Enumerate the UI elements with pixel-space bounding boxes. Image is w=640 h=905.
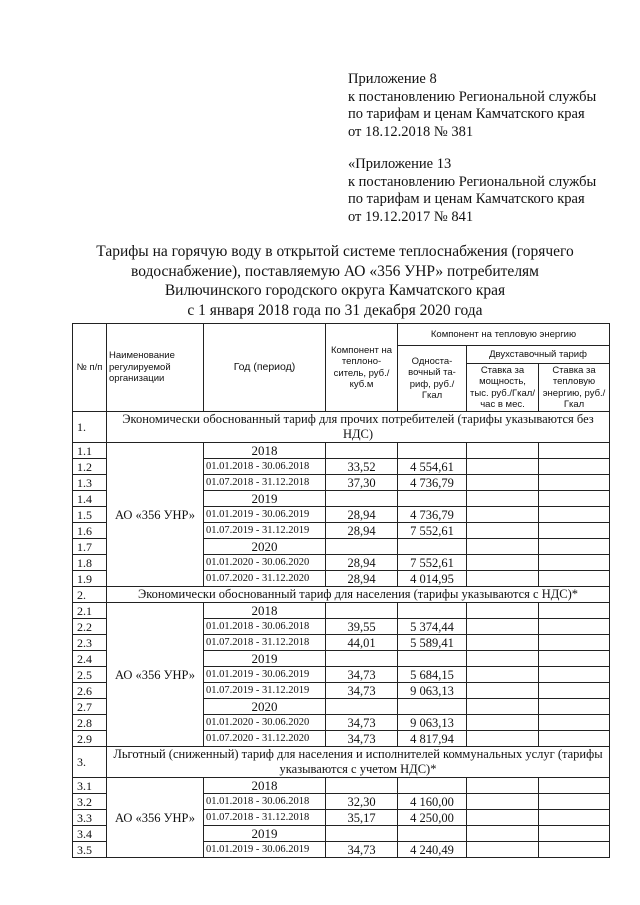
section-title: Экономически обоснованный тариф для населения (тарифы указываются с НДС)*	[107, 587, 610, 603]
water-component-value: 44,01	[326, 635, 398, 651]
empty-cell	[539, 443, 610, 459]
section-row	[73, 587, 610, 603]
tariff-table	[72, 323, 610, 858]
empty-cell	[326, 778, 398, 794]
row-number: 1.4	[73, 491, 107, 507]
period-cell: 01.07.2018 - 31.12.2018	[204, 810, 326, 826]
annex-header-8	[348, 71, 596, 141]
period-cell: 01.01.2020 - 30.06.2020	[204, 715, 326, 731]
energy-rate-value	[539, 619, 610, 635]
empty-cell	[326, 651, 398, 667]
empty-cell	[467, 778, 539, 794]
water-component-value: 34,73	[326, 842, 398, 858]
empty-cell	[539, 491, 610, 507]
empty-cell	[326, 826, 398, 842]
table-row	[73, 443, 610, 459]
empty-cell	[398, 826, 467, 842]
capacity-rate-value	[467, 507, 539, 523]
one-rate-value: 4 736,79	[398, 507, 467, 523]
empty-cell	[398, 539, 467, 555]
empty-cell	[539, 603, 610, 619]
energy-rate-value	[539, 571, 610, 587]
capacity-rate-value	[467, 842, 539, 858]
energy-rate-value	[539, 715, 610, 731]
one-rate-value: 5 589,41	[398, 635, 467, 651]
capacity-rate-value	[467, 523, 539, 539]
header-line: от 19.12.2017 № 841	[348, 208, 474, 225]
header-line: по тарифам и ценам Камчатского края	[348, 106, 585, 122]
year-label: 2018	[204, 443, 326, 459]
empty-cell	[539, 651, 610, 667]
capacity-rate-value	[467, 571, 539, 587]
energy-rate-value	[539, 667, 610, 683]
header-num: № п/п	[73, 324, 107, 412]
empty-cell	[539, 826, 610, 842]
year-label: 2020	[204, 699, 326, 715]
energy-rate-value	[539, 555, 610, 571]
empty-cell	[467, 699, 539, 715]
period-cell: 01.01.2019 - 30.06.2019	[204, 842, 326, 858]
empty-cell	[467, 826, 539, 842]
energy-rate-value	[539, 635, 610, 651]
energy-rate-value	[539, 459, 610, 475]
one-rate-value: 7 552,61	[398, 523, 467, 539]
header-one-rate: Односта-вочный та-риф, руб./Гкал	[398, 346, 467, 412]
row-number: 2.5	[73, 667, 107, 683]
water-component-value: 34,73	[326, 683, 398, 699]
header-water-component: Компонент на теплоно-ситель, руб./куб.м	[326, 324, 398, 412]
energy-rate-value	[539, 507, 610, 523]
one-rate-value: 5 374,44	[398, 619, 467, 635]
empty-cell	[326, 443, 398, 459]
row-number: 2.2	[73, 619, 107, 635]
one-rate-value: 4 817,94	[398, 731, 467, 747]
row-number: 1.8	[73, 555, 107, 571]
header-energy-rate: Ставка за тепловую энергию, руб./Гкал	[539, 364, 610, 412]
row-number: 3.5	[73, 842, 107, 858]
empty-cell	[326, 603, 398, 619]
header-two-rate: Двухставочный тариф	[467, 346, 610, 364]
capacity-rate-value	[467, 619, 539, 635]
section-title: Льготный (сниженный) тариф для населения и исполнителей коммунальных услуг (тарифы указываются с учетом НДС)*	[107, 747, 610, 778]
empty-cell	[467, 491, 539, 507]
empty-cell	[326, 699, 398, 715]
empty-cell	[467, 603, 539, 619]
one-rate-value: 7 552,61	[398, 555, 467, 571]
capacity-rate-value	[467, 683, 539, 699]
capacity-rate-value	[467, 555, 539, 571]
row-number: 1.3	[73, 475, 107, 491]
one-rate-value: 4 554,61	[398, 459, 467, 475]
water-component-value: 34,73	[326, 731, 398, 747]
empty-cell	[467, 651, 539, 667]
section-row	[73, 412, 610, 443]
section-title: Экономически обоснованный тариф для прочих потребителей (тарифы указываются без НДС)	[107, 412, 610, 443]
row-number: 2.7	[73, 699, 107, 715]
period-cell: 01.07.2020 - 31.12.2020	[204, 731, 326, 747]
energy-rate-value	[539, 810, 610, 826]
row-number: 2.1	[73, 603, 107, 619]
section-number: 1.	[73, 412, 107, 443]
header-line: Приложение 8	[348, 71, 437, 87]
period-cell: 01.07.2020 - 31.12.2020	[204, 571, 326, 587]
water-component-value: 39,55	[326, 619, 398, 635]
one-rate-value: 5 684,15	[398, 667, 467, 683]
empty-cell	[326, 539, 398, 555]
capacity-rate-value	[467, 475, 539, 491]
header-line: от 18.12.2018 № 381	[348, 123, 474, 140]
title-line: Вилючинского городского округа Камчатского края	[164, 282, 506, 299]
one-rate-value: 4 250,00	[398, 810, 467, 826]
period-cell: 01.01.2018 - 30.06.2018	[204, 619, 326, 635]
empty-cell	[467, 539, 539, 555]
water-component-value: 32,30	[326, 794, 398, 810]
row-number: 2.6	[73, 683, 107, 699]
row-number: 2.8	[73, 715, 107, 731]
table-row	[73, 603, 610, 619]
capacity-rate-value	[467, 794, 539, 810]
row-number: 1.2	[73, 459, 107, 475]
empty-cell	[398, 603, 467, 619]
capacity-rate-value	[467, 731, 539, 747]
year-label: 2020	[204, 539, 326, 555]
period-cell: 01.01.2019 - 30.06.2019	[204, 667, 326, 683]
year-label: 2018	[204, 603, 326, 619]
energy-rate-value	[539, 731, 610, 747]
year-label: 2019	[204, 826, 326, 842]
year-label: 2019	[204, 651, 326, 667]
row-number: 3.3	[73, 810, 107, 826]
organization-name: АО «356 УНР»	[107, 603, 204, 747]
energy-rate-value	[539, 842, 610, 858]
title-line: водоснабжение), поставляемую АО «356 УНР» потребителям	[131, 262, 539, 280]
section-number: 3.	[73, 747, 107, 778]
capacity-rate-value	[467, 635, 539, 651]
annex-header-13	[348, 156, 596, 226]
row-number: 1.1	[73, 443, 107, 459]
period-cell: 01.01.2019 - 30.06.2019	[204, 507, 326, 523]
section-number: 2.	[73, 587, 107, 603]
empty-cell	[467, 443, 539, 459]
empty-cell	[539, 539, 610, 555]
row-number: 3.1	[73, 778, 107, 794]
empty-cell	[398, 491, 467, 507]
document-title	[70, 242, 600, 320]
header-line: к постановлению Региональной службы	[348, 88, 597, 105]
period-cell: 01.01.2020 - 30.06.2020	[204, 555, 326, 571]
empty-cell	[398, 778, 467, 794]
row-number: 3.2	[73, 794, 107, 810]
one-rate-value: 4 160,00	[398, 794, 467, 810]
water-component-value: 37,30	[326, 475, 398, 491]
row-number: 1.6	[73, 523, 107, 539]
header-thermal-component: Компонент на тепловую энергию	[398, 324, 610, 346]
empty-cell	[539, 699, 610, 715]
period-cell: 01.07.2019 - 31.12.2019	[204, 523, 326, 539]
water-component-value: 34,73	[326, 667, 398, 683]
row-number: 1.9	[73, 571, 107, 587]
period-cell: 01.07.2018 - 31.12.2018	[204, 635, 326, 651]
empty-cell	[539, 778, 610, 794]
header-period: Год (период)	[204, 324, 326, 412]
capacity-rate-value	[467, 667, 539, 683]
year-label: 2018	[204, 778, 326, 794]
organization-name: АО «356 УНР»	[107, 778, 204, 858]
header-line: к постановлению Региональной службы	[348, 173, 597, 190]
water-component-value: 28,94	[326, 555, 398, 571]
title-line: с 1 января 2018 года по 31 декабря 2020 года	[187, 301, 483, 319]
row-number: 2.3	[73, 635, 107, 651]
water-component-value: 28,94	[326, 523, 398, 539]
one-rate-value: 9 063,13	[398, 715, 467, 731]
one-rate-value: 4 240,49	[398, 842, 467, 858]
energy-rate-value	[539, 794, 610, 810]
period-cell: 01.01.2018 - 30.06.2018	[204, 459, 326, 475]
energy-rate-value	[539, 683, 610, 699]
row-number: 2.9	[73, 731, 107, 747]
header-capacity-rate: Ставка за мощность, тыс. руб./Гкал/час в мес.	[467, 364, 539, 412]
year-label: 2019	[204, 491, 326, 507]
capacity-rate-value	[467, 715, 539, 731]
empty-cell	[326, 491, 398, 507]
header-line: «Приложение 13	[348, 156, 452, 172]
water-component-value: 28,94	[326, 507, 398, 523]
empty-cell	[398, 651, 467, 667]
water-component-value: 35,17	[326, 810, 398, 826]
period-cell: 01.07.2019 - 31.12.2019	[204, 683, 326, 699]
water-component-value: 34,73	[326, 715, 398, 731]
energy-rate-value	[539, 523, 610, 539]
energy-rate-value	[539, 475, 610, 491]
one-rate-value: 9 063,13	[398, 683, 467, 699]
empty-cell	[398, 443, 467, 459]
capacity-rate-value	[467, 810, 539, 826]
period-cell: 01.07.2018 - 31.12.2018	[204, 475, 326, 491]
one-rate-value: 4 736,79	[398, 475, 467, 491]
row-number: 3.4	[73, 826, 107, 842]
empty-cell	[398, 699, 467, 715]
organization-name: АО «356 УНР»	[107, 443, 204, 587]
period-cell: 01.01.2018 - 30.06.2018	[204, 794, 326, 810]
row-number: 1.5	[73, 507, 107, 523]
capacity-rate-value	[467, 459, 539, 475]
section-row	[73, 747, 610, 778]
header-org: Наименование регулируемой организации	[107, 324, 204, 412]
water-component-value: 28,94	[326, 571, 398, 587]
title-line: Тарифы на горячую воду в открытой системе теплоснабжения (горячего	[96, 243, 574, 260]
row-number: 2.4	[73, 651, 107, 667]
water-component-value: 33,52	[326, 459, 398, 475]
table-row	[73, 778, 610, 794]
row-number: 1.7	[73, 539, 107, 555]
header-line: по тарифам и ценам Камчатского края	[348, 191, 585, 207]
one-rate-value: 4 014,95	[398, 571, 467, 587]
